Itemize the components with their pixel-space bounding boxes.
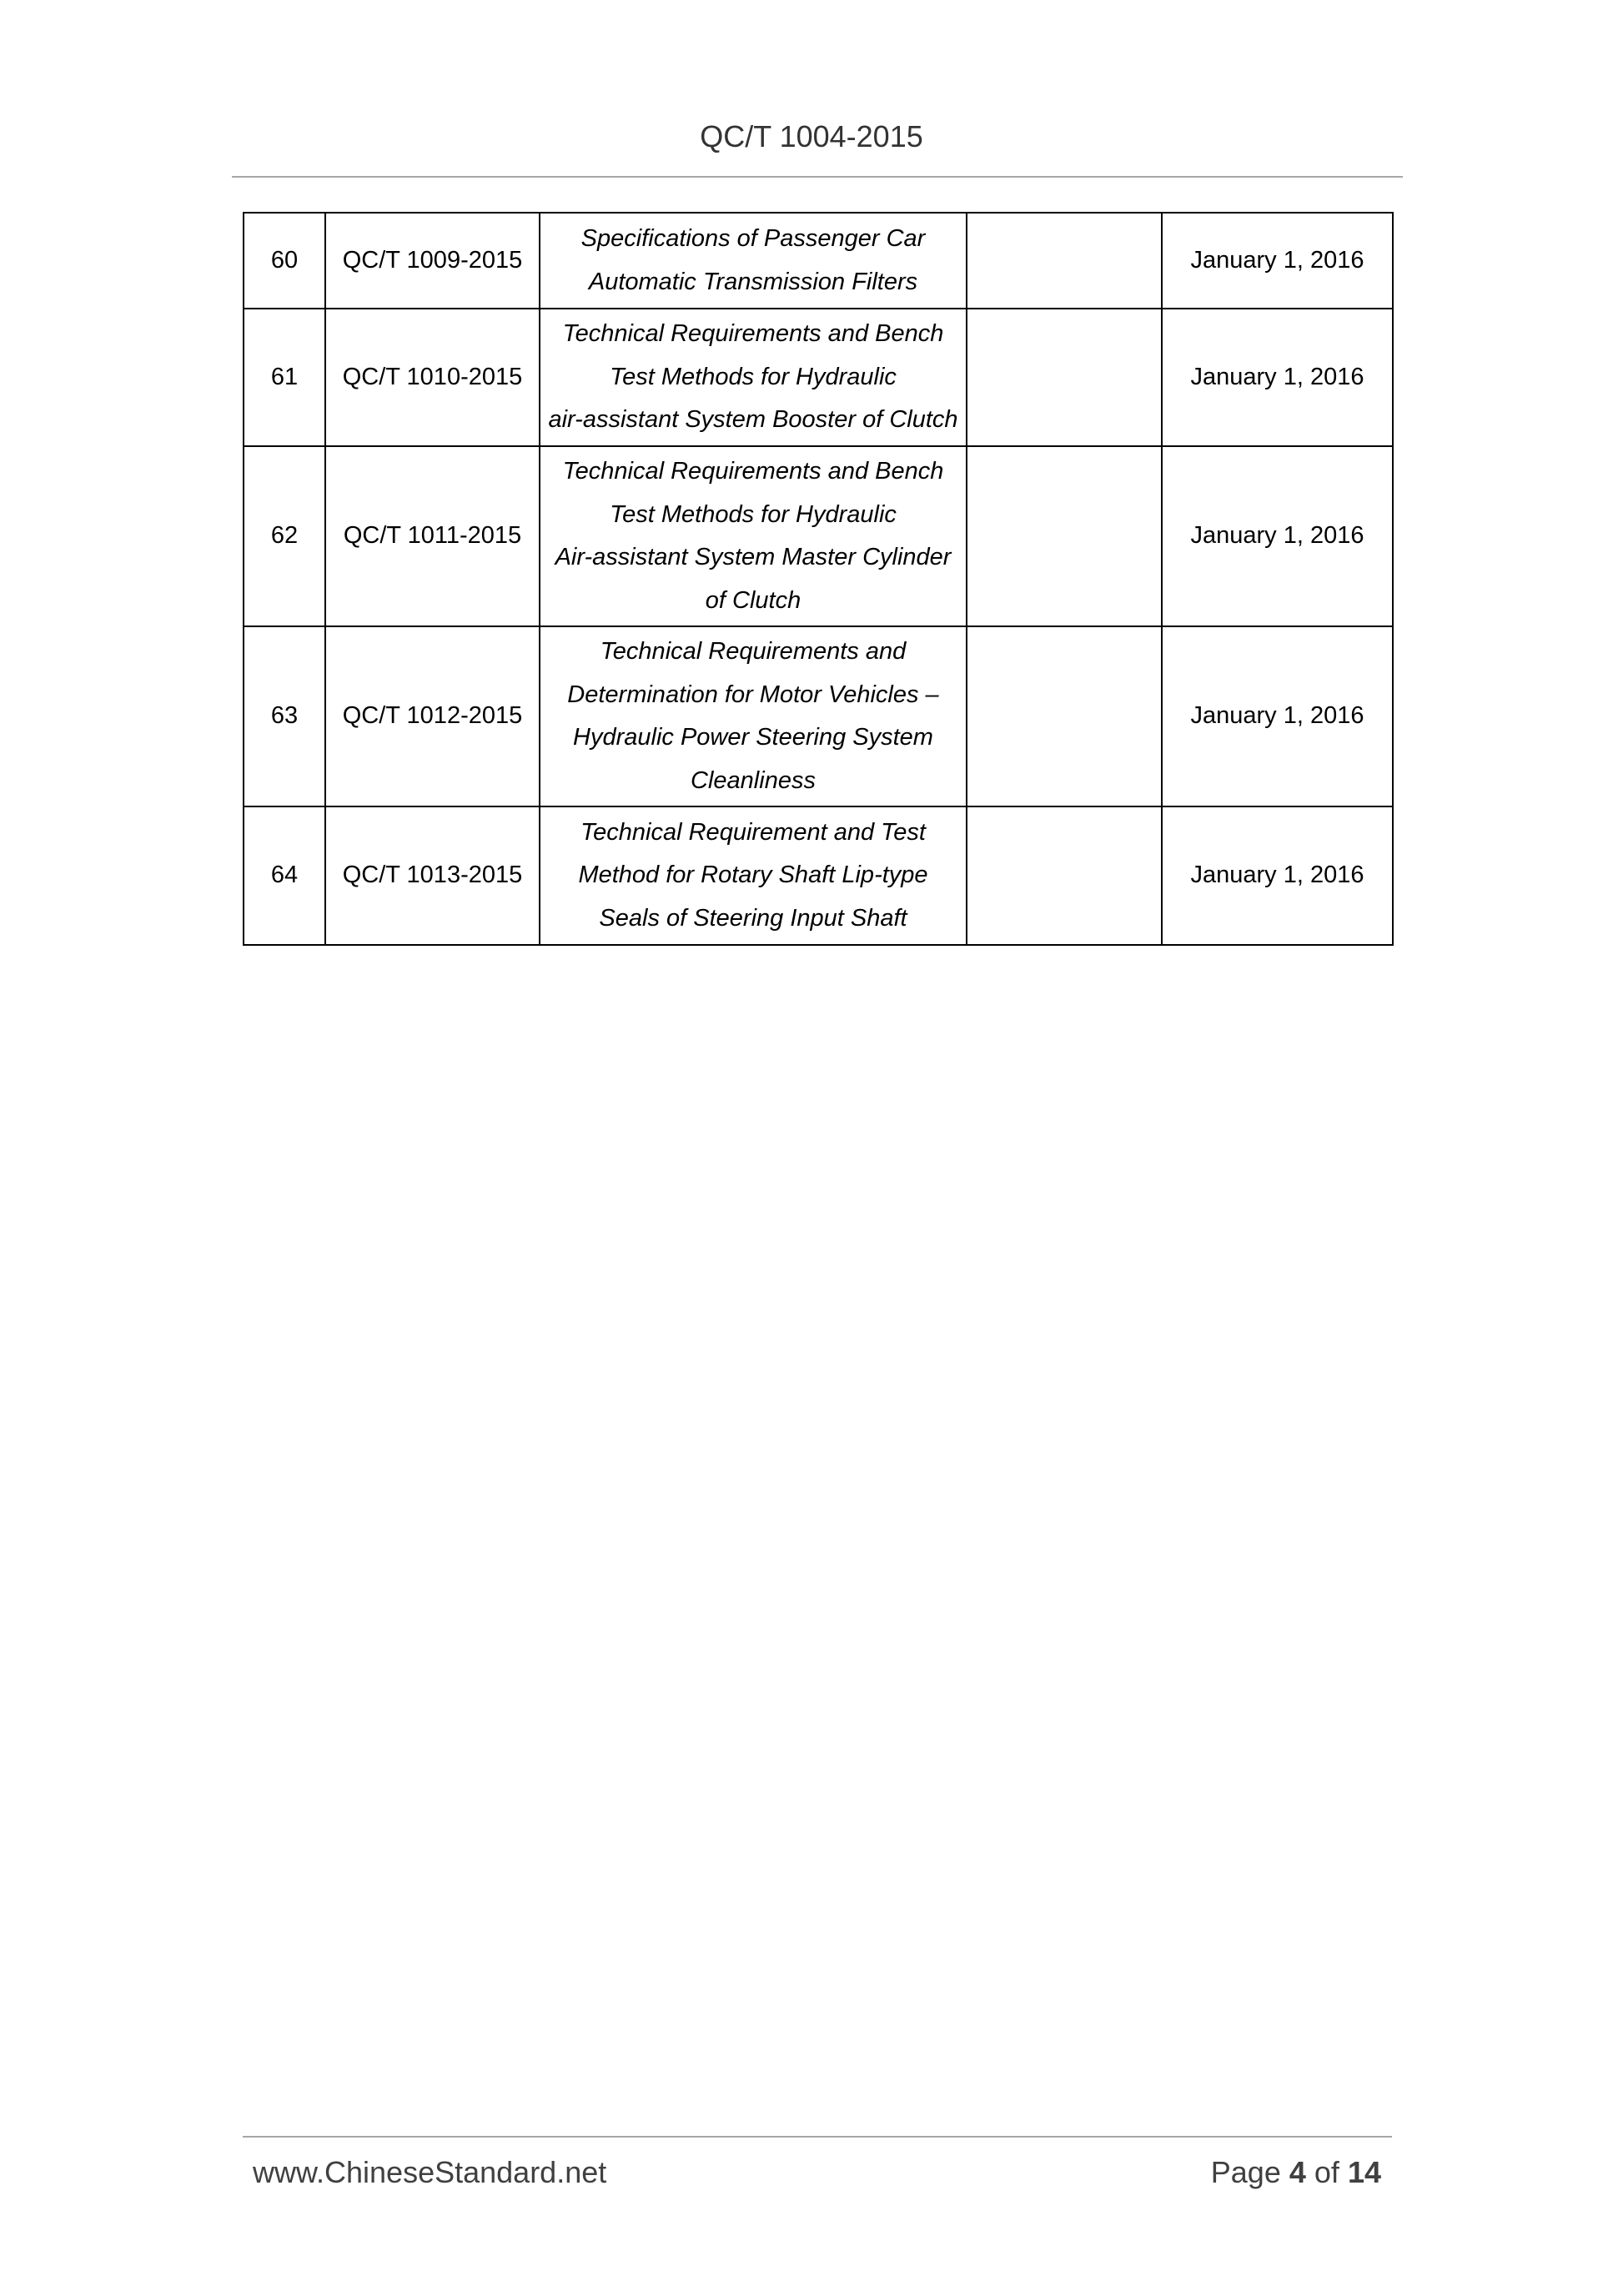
- title-line: Technical Requirements and Bench: [562, 320, 944, 348]
- page-total: 14: [1347, 2155, 1381, 2189]
- standard-code: QC/T 1010-2015: [325, 309, 540, 446]
- standard-code: QC/T 1013-2015: [325, 806, 540, 945]
- row-number: 62: [244, 446, 325, 626]
- standard-title: [540, 626, 967, 806]
- table-row: [244, 309, 1393, 446]
- title-line: Technical Requirements and Bench: [562, 458, 944, 485]
- standard-code: QC/T 1011-2015: [325, 446, 540, 626]
- title-line: of Clutch: [705, 586, 801, 614]
- title-line: Method for Rotary Shaft Lip-type: [578, 862, 928, 889]
- title-line: Technical Requirement and Test: [580, 818, 926, 846]
- standards-table: [243, 212, 1394, 946]
- standard-code: QC/T 1009-2015: [325, 213, 540, 309]
- footer-divider: [243, 2136, 1392, 2138]
- table-row: [244, 446, 1393, 626]
- standard-title: [540, 446, 967, 626]
- title-line: Seals of Steering Input Shaft: [599, 904, 907, 932]
- implementation-date: January 1, 2016: [1162, 446, 1393, 626]
- title-line: Cleanliness: [691, 766, 816, 794]
- blank-cell: [967, 446, 1162, 626]
- implementation-date: January 1, 2016: [1162, 309, 1393, 446]
- standard-code: QC/T 1012-2015: [325, 626, 540, 806]
- table-row: [244, 626, 1393, 806]
- standard-title: [540, 213, 967, 309]
- blank-cell: [967, 626, 1162, 806]
- title-line: Technical Requirements and: [600, 638, 907, 665]
- table-row: [244, 806, 1393, 945]
- implementation-date: January 1, 2016: [1162, 806, 1393, 945]
- page-prefix: Page: [1210, 2155, 1281, 2189]
- standard-title: [540, 806, 967, 945]
- page-of: of: [1314, 2155, 1339, 2189]
- blank-cell: [967, 213, 1162, 309]
- title-line: Air-assistant System Master Cylinder: [555, 544, 952, 570]
- title-line: Specifications of Passenger Car: [580, 225, 926, 252]
- row-number: 63: [244, 626, 325, 806]
- title-line: Test Methods for Hydraulic: [610, 363, 897, 390]
- implementation-date: January 1, 2016: [1162, 626, 1393, 806]
- row-number: 60: [244, 213, 325, 309]
- table-row: [244, 213, 1393, 309]
- blank-cell: [967, 309, 1162, 446]
- row-number: 61: [244, 309, 325, 446]
- row-number: 64: [244, 806, 325, 945]
- title-line: Determination for Motor Vehicles –: [567, 681, 939, 708]
- page-indicator: [1211, 2153, 1381, 2193]
- title-line: Test Methods for Hydraulic: [610, 500, 897, 528]
- implementation-date: January 1, 2016: [1162, 213, 1393, 309]
- footer-website: www.ChineseStandard.net: [253, 2155, 607, 2189]
- blank-cell: [967, 806, 1162, 945]
- standard-title: [540, 309, 967, 446]
- title-line: Hydraulic Power Steering System: [573, 724, 933, 751]
- title-line: Automatic Transmission Filters: [588, 268, 918, 295]
- title-line: air-assistant System Booster of Clutch: [548, 406, 958, 434]
- page-current: 4: [1289, 2155, 1306, 2189]
- page-header-doc-id: QC/T 1004-2015: [700, 119, 923, 153]
- header-divider: [232, 176, 1403, 178]
